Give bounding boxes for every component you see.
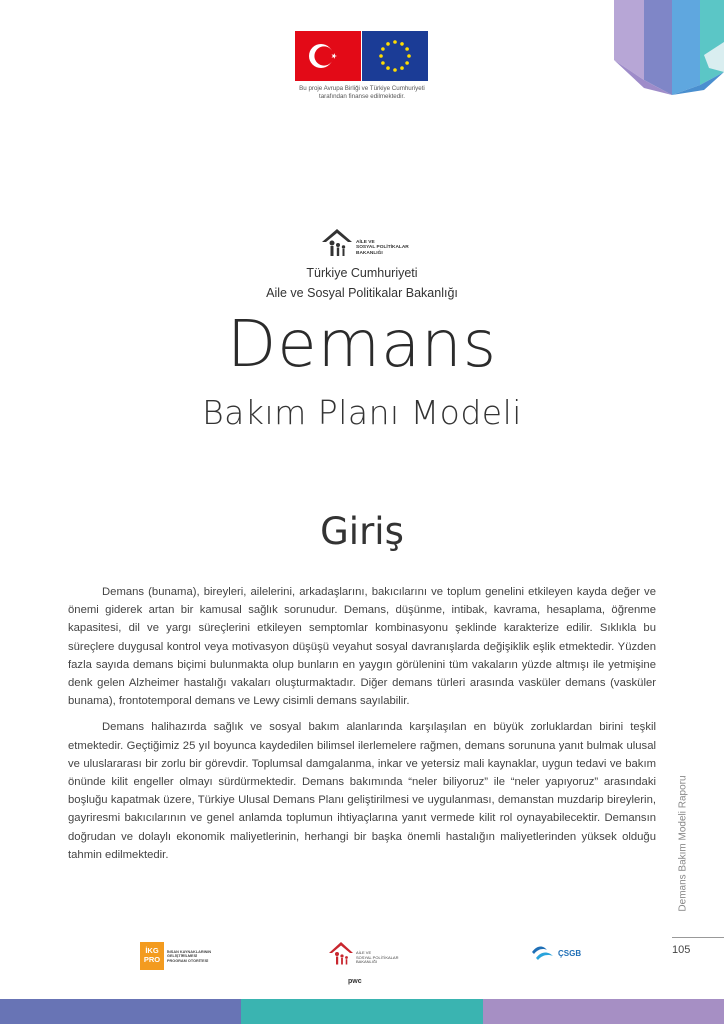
footer-bar-right: [483, 999, 724, 1024]
eu-stars-icon: [362, 31, 428, 81]
ministry-footer-text-2: SOSYAL POLİTİKALAR: [356, 954, 399, 960]
funding-line-2: tarafından finanse edilmektedir.: [319, 93, 405, 100]
page-subtitle: Bakım Planı Modeli: [202, 393, 522, 432]
ministry-logo: [320, 226, 410, 260]
family-house-icon: [328, 940, 354, 968]
ministry-logo-text-2: SOSYAL POLİTİKALAR: [356, 245, 409, 251]
ministry-line-2: Aile ve Sosyal Politikalar Bakanlığı: [266, 286, 458, 300]
page-number: 105: [672, 944, 691, 956]
family-house-icon: [320, 226, 354, 260]
footer-bar-middle: [241, 999, 483, 1024]
paragraph: Demans halihazırda sağlık ve sosyal bakım alanlarında karşılaşılan en büyük zorluklardan birini teşkil etmektedir. Geçtiğimiz 25 yıl boyunca kaydedilen bilimsel ilerlemelere rağmen, demans sorununa yanıt bulmak ulusal ve uluslararası bir zorlu bir görevdir. Toplumsal damgalanma, inkar ve yetersiz mali kaynaklar, uygun tedavi ve bakım önünde kilit engeller olmayı sürdürmektedir. Demans bakımında “neler biliyoruz” ile “neler yapıyoruz” arasındaki boşluğu kapatmak üzere, Türkiye Ulusal Demans Planı geliştirilmesi ve uygulanması, demanstan muzdarip bireylerin, gayriresmi bakıcılarının ve genel anlamda toplumun ihtiyaçlarına yanıt vermede kilit rol oynayabilecektir. Demansın doğrudan ve dolaylı ekonomik maliyetlerinin, herhangi bir başka önemli hastalığın maliyetlerinden yüksek olduğu tahmin edilmektedir.: [68, 721, 656, 861]
csgb-text: ÇSGB: [558, 949, 582, 958]
pwc-logo: pwc: [348, 978, 362, 985]
csgb-wave-icon: [530, 944, 556, 964]
csgb-logo: [530, 944, 600, 970]
eu-flag: [362, 31, 428, 81]
ikg-text-2: GELİŞTİRİLMESİ: [167, 954, 198, 959]
ministry-name: [0, 263, 724, 303]
ministry-line-1: Türkiye Cumhuriyeti: [306, 266, 418, 280]
report-side-label-text: Demans Bakım Modeli Raporu: [677, 775, 689, 912]
paragraph: Demans (bunama), bireyleri, ailelerini, arkadaşlarını, bakıcılarını ve toplum genelini etkileyen kayda değer ve önemi giderek artan bir kamusal sağlık sorunudur. Demans, düşünme, intibak, kavrama, hesaplama, öğrenme kapasitesi, dil ve yargı süreçlerini etkileyen semptomlar kombinasyonu şeklinde karakterize edilir. Sıklıkla bu süreçlere duygusal kontrol veya motivasyon düşüşü veyahut sosyal davranışlarda değişiklik eşlik etmektedir. Yüzden fazla sayıda demans biçimi bulunmakta olup bunların en yaygın görülenini tüm vakaların yüzde altmışı ile yetmişine denk gelen Alzheimer hastalığı vakaları oluşturmaktadır. Diğer demans türleri arasında vasküler demans (vasküler bunama), frontotemporal demans ve Lewy cisimli demans sayılabilir.: [68, 586, 656, 708]
corner-decoration: [614, 0, 724, 105]
footer-bar-left: [0, 999, 241, 1024]
ministry-footer-logo: [328, 940, 408, 970]
ministry-footer-text-3: BAKANLIĞI: [356, 959, 378, 965]
report-side-label: [672, 760, 689, 930]
ministry-logo-text-1: AİLE VE: [356, 240, 375, 245]
funding-line-1: Bu proje Avrupa Birliği ve Türkiye Cumhuriyeti: [299, 85, 425, 92]
ikg-pro-mark: İKG PRO: [140, 942, 164, 970]
body-text: [68, 583, 656, 872]
ministry-footer-text-1: AİLE VE: [356, 950, 372, 955]
page-number-divider: [672, 937, 724, 938]
ikg-pro-logo: [140, 942, 220, 972]
ministry-logo-text-3: BAKANLIĞI: [356, 250, 383, 256]
funding-notice: [262, 85, 462, 101]
section-heading: Giriş: [320, 510, 404, 553]
ikg-text-1: İNSAN KAYNAKLARININ: [167, 950, 212, 954]
ikg-text-3: PROGRAM OTORİTESİ: [167, 958, 209, 963]
page-title: Demans: [226, 308, 498, 382]
turkey-flag: [295, 31, 361, 81]
crescent-star-icon: [295, 31, 361, 81]
